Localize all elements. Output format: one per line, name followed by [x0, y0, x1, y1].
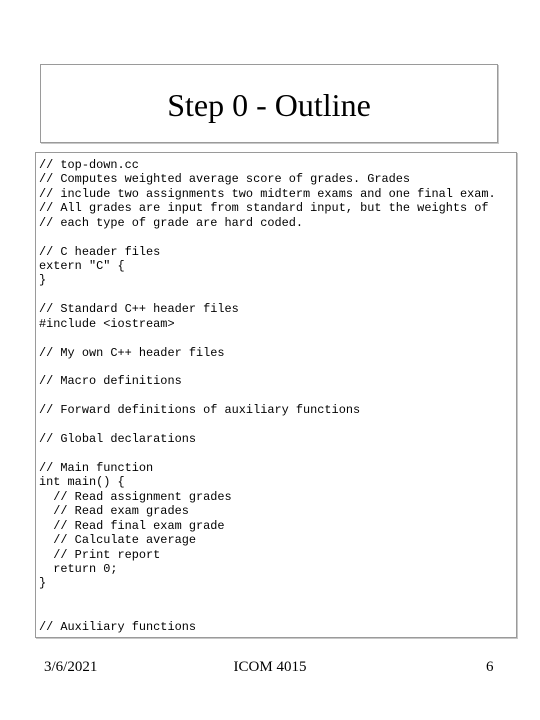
code-line: // Read exam grades [39, 504, 189, 518]
code-line: extern "C" { [39, 259, 125, 273]
code-line: // Main function [39, 461, 154, 475]
code-line: // top-down.cc [39, 158, 139, 172]
code-line: } [39, 576, 47, 590]
code-line: // Macro definitions [39, 374, 182, 388]
footer-page-number: 6 [486, 659, 494, 675]
code-line: // Read assignment grades [39, 490, 232, 504]
slide-title: Step 0 - Outline [167, 87, 371, 123]
code-line: // C header files [39, 245, 161, 259]
code-line: // Forward definitions of auxiliary functions [39, 403, 361, 417]
code-line: // Computes weighted average score of grades. Grades [39, 172, 411, 186]
code-line: return 0; [39, 562, 118, 576]
code-line: // Global declarations [39, 432, 196, 446]
code-line: // include two assignments two midterm exams and one final exam. [39, 187, 496, 201]
slide-title-box [40, 64, 498, 143]
code-line: // Auxiliary functions [39, 620, 196, 634]
code-line: // Print report [39, 548, 161, 562]
footer-date: 3/6/2021 [44, 659, 98, 675]
code-line: // Read final exam grade [39, 519, 225, 533]
code-listing [35, 152, 517, 638]
code-line: } [39, 273, 47, 287]
code-line: // My own C++ header files [39, 346, 225, 360]
code-line: // Standard C++ header files [39, 302, 239, 316]
code-line: #include <iostream> [39, 317, 175, 331]
code-line: // each type of grade are hard coded. [39, 216, 304, 230]
footer-course-name: ICOM 4015 [233, 659, 307, 675]
code-line: // Calculate average [39, 533, 196, 547]
code-line: int main() { [39, 475, 125, 489]
code-line: // All grades are input from standard input, but the weights of [39, 201, 489, 215]
